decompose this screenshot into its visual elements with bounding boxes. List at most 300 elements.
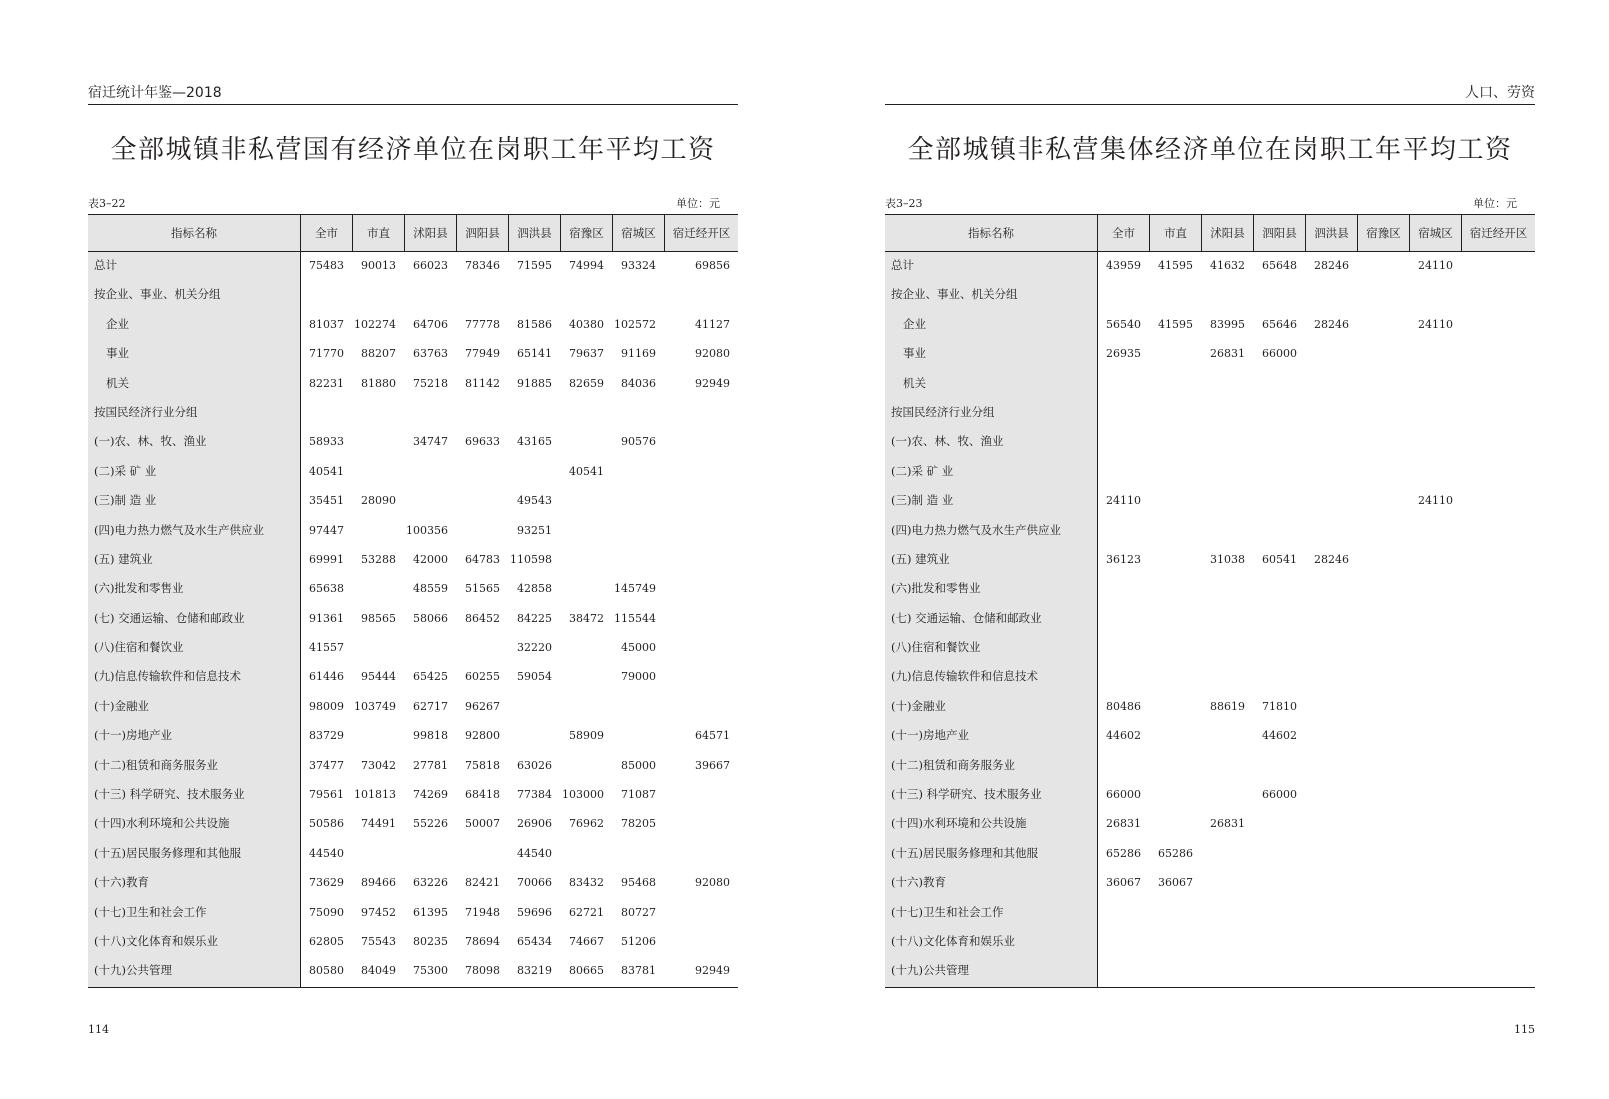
table-cell <box>1409 427 1453 456</box>
table-cell: 97452 <box>361 905 396 919</box>
table-row <box>88 310 738 339</box>
table-row <box>885 251 1535 280</box>
table-cell <box>1357 369 1401 398</box>
table-cell: 68418 <box>465 788 500 802</box>
table-cell: 89466 <box>361 876 396 890</box>
table-cell: 24110 <box>1106 494 1141 508</box>
left-page <box>88 0 738 1099</box>
table-cell: 41127 <box>695 317 730 331</box>
table-cell <box>1461 780 1527 809</box>
row-label: 机关 <box>903 375 926 390</box>
table-cell <box>1097 751 1141 780</box>
page-number: 114 <box>88 1023 109 1036</box>
table-cell <box>1461 927 1527 956</box>
table-cell: 76962 <box>569 817 604 831</box>
table-cell <box>1305 956 1349 985</box>
table-cell <box>1149 956 1193 985</box>
table-cell: 66023 <box>413 259 448 272</box>
table-cell: 71810 <box>1262 699 1297 713</box>
table-cell: 63226 <box>413 876 448 890</box>
table-cell: 41632 <box>1210 259 1245 272</box>
table-cell: 81037 <box>309 317 344 331</box>
table-cell <box>1357 574 1401 603</box>
table-cell <box>1409 633 1453 662</box>
table-cell: 83729 <box>309 729 344 743</box>
table-cell <box>404 486 448 515</box>
table-row <box>885 604 1535 633</box>
table-cell <box>1461 574 1527 603</box>
table-cell: 35451 <box>309 494 344 508</box>
table-cell: 145749 <box>614 582 656 596</box>
table-cell: 92949 <box>695 376 730 390</box>
table-cell <box>352 457 396 486</box>
table-cell <box>1461 310 1527 339</box>
table-cell <box>352 516 396 545</box>
table-cell <box>1253 427 1297 456</box>
header-sihong: 泗洪县 <box>1305 215 1357 251</box>
table-cell: 74667 <box>569 934 604 948</box>
table-cell <box>1409 780 1453 809</box>
table-cell <box>1149 574 1193 603</box>
table-cell: 83219 <box>517 964 552 978</box>
table-cell: 65434 <box>517 934 552 948</box>
table-cell: 77384 <box>517 788 552 802</box>
table-cell <box>1357 868 1401 897</box>
table-cell <box>1357 956 1401 985</box>
table-cell <box>352 839 396 868</box>
table-cell <box>560 839 604 868</box>
table-cell <box>664 427 730 456</box>
table-cell: 42858 <box>517 582 552 596</box>
table-cell: 74994 <box>569 259 604 272</box>
table-cell: 65286 <box>1106 846 1141 860</box>
table-cell <box>1201 839 1245 868</box>
header-shizhi: 市直 <box>1149 215 1201 251</box>
running-head: 人口、劳资 <box>885 84 1535 105</box>
table-row <box>88 956 738 985</box>
table-cell <box>1149 780 1193 809</box>
table-cell <box>1201 868 1245 897</box>
table-cell <box>560 574 604 603</box>
row-label: (十八)文化体育和娱乐业 <box>94 933 218 948</box>
row-label: (二)采 矿 业 <box>94 463 157 478</box>
table-cell <box>1409 898 1453 927</box>
table-cell: 71770 <box>309 347 344 361</box>
table-cell <box>352 574 396 603</box>
table-cell: 110598 <box>510 552 552 566</box>
table-cell <box>1201 398 1245 427</box>
table-cell: 70066 <box>517 876 552 890</box>
table-cell <box>664 898 730 927</box>
table-cell <box>612 692 656 721</box>
table-cell: 50586 <box>309 817 344 831</box>
table-cell: 55226 <box>413 817 448 831</box>
table-cell <box>664 839 730 868</box>
table-cell <box>508 398 552 427</box>
table-cell <box>612 457 656 486</box>
table-cell: 78205 <box>621 817 656 831</box>
row-label: 事业 <box>106 346 129 361</box>
table-row <box>885 809 1535 838</box>
table-number: 表3–22 <box>88 197 126 210</box>
table-cell: 81142 <box>465 376 500 390</box>
table-cell <box>1409 545 1453 574</box>
table-cell: 69633 <box>465 435 500 449</box>
header-shuyang: 沭阳县 <box>1201 215 1253 251</box>
table-cell: 44602 <box>1106 729 1141 743</box>
table-cell <box>1461 398 1527 427</box>
table-cell: 84049 <box>361 964 396 978</box>
table-cell: 60541 <box>1262 552 1297 566</box>
table-row <box>88 280 738 309</box>
table-row <box>885 839 1535 868</box>
table-row <box>88 927 738 956</box>
table-row <box>88 633 738 662</box>
table-cell <box>1149 633 1193 662</box>
table-cell <box>1253 839 1297 868</box>
table-cell <box>404 280 448 309</box>
header-sihong: 泗洪县 <box>508 215 560 251</box>
table-cell: 77949 <box>465 347 500 361</box>
row-label: (九)信息传输软件和信息技术 <box>94 669 241 684</box>
table-cell <box>1201 604 1245 633</box>
table-cell <box>1357 780 1401 809</box>
table-cell: 78098 <box>465 964 500 978</box>
table-row <box>885 868 1535 897</box>
table-cell: 73042 <box>361 758 396 772</box>
table-cell <box>664 516 730 545</box>
table-cell <box>1253 398 1297 427</box>
table-cell: 45000 <box>621 641 656 655</box>
table-cell <box>1357 398 1401 427</box>
row-label: (十三) 科学研究、技术服务业 <box>94 787 245 802</box>
row-label: 按企业、事业、机关分组 <box>891 287 1018 302</box>
table-cell <box>1461 751 1527 780</box>
table-cell <box>1149 751 1193 780</box>
header-suyu: 宿豫区 <box>1357 215 1409 251</box>
table-cell: 75218 <box>413 376 448 390</box>
table-cell: 69991 <box>309 552 344 566</box>
table-cell <box>1097 369 1141 398</box>
table-cell <box>1357 516 1401 545</box>
table-cell <box>1305 868 1349 897</box>
table-row <box>88 574 738 603</box>
table-cell: 41595 <box>1158 317 1193 331</box>
table-cell: 88619 <box>1210 699 1245 713</box>
table-row <box>885 898 1535 927</box>
data-table <box>88 214 738 988</box>
table-cell <box>1253 574 1297 603</box>
table-cell: 26935 <box>1106 347 1141 361</box>
row-label: 总计 <box>94 258 117 272</box>
table-cell <box>1357 457 1401 486</box>
row-label: (十五)居民服务修理和其他服 <box>94 845 241 860</box>
table-cell: 42000 <box>413 552 448 566</box>
table-cell: 75818 <box>465 758 500 772</box>
table-cell <box>1305 339 1349 368</box>
table-cell: 100356 <box>406 523 448 537</box>
table-cell <box>1409 956 1453 985</box>
table-cell: 83995 <box>1210 317 1245 331</box>
table-cell <box>1461 545 1527 574</box>
table-cell <box>612 545 656 574</box>
table-cell <box>1253 457 1297 486</box>
table-cell <box>1305 604 1349 633</box>
row-label: (十三) 科学研究、技术服务业 <box>891 787 1042 802</box>
table-cell: 71087 <box>621 788 656 802</box>
table-cell <box>1461 427 1527 456</box>
row-label: (二)采 矿 业 <box>891 463 954 478</box>
table-cell <box>1357 427 1401 456</box>
header-label: 指标名称 <box>968 225 1014 240</box>
table-cell <box>1201 721 1245 750</box>
table-cell <box>560 751 604 780</box>
table-cell <box>1409 280 1453 309</box>
table-cell <box>1253 486 1297 515</box>
table-cell: 61446 <box>309 670 344 684</box>
table-cell <box>1461 486 1527 515</box>
row-label: (十一)房地产业 <box>94 728 172 743</box>
table-cell <box>1097 516 1141 545</box>
table-cell <box>1305 457 1349 486</box>
table-cell <box>1097 398 1141 427</box>
table-cell <box>1201 662 1245 691</box>
table-cell <box>300 398 344 427</box>
table-row <box>88 339 738 368</box>
table-cell <box>1409 721 1453 750</box>
table-row <box>88 369 738 398</box>
table-row <box>885 751 1535 780</box>
table-cell <box>1305 633 1349 662</box>
table-cell <box>1409 809 1453 838</box>
table-cell <box>1149 662 1193 691</box>
table-cell: 66000 <box>1262 347 1297 361</box>
table-cell <box>1357 633 1401 662</box>
table-cell <box>1201 780 1245 809</box>
table-cell <box>1201 369 1245 398</box>
row-label: 按国民经济行业分组 <box>94 404 198 419</box>
table-cell <box>1461 721 1527 750</box>
table-cell: 86452 <box>465 611 500 625</box>
table-cell <box>1409 751 1453 780</box>
table-cell: 91169 <box>621 347 656 361</box>
table-cell: 36067 <box>1106 876 1141 890</box>
table-cell: 69856 <box>695 259 730 272</box>
table-cell: 26906 <box>517 817 552 831</box>
table-cell: 81586 <box>517 317 552 331</box>
table-cell: 38472 <box>569 611 604 625</box>
table-cell <box>612 721 656 750</box>
table-cell <box>1461 839 1527 868</box>
table-cell: 99818 <box>413 729 448 743</box>
table-cell <box>1149 427 1193 456</box>
table-row <box>88 545 738 574</box>
header-suyu: 宿豫区 <box>560 215 612 251</box>
table-cell <box>1409 457 1453 486</box>
table-cell: 92800 <box>465 729 500 743</box>
table-cell <box>1461 457 1527 486</box>
table-cell <box>560 280 604 309</box>
table-cell <box>664 280 730 309</box>
table-meta <box>88 196 738 212</box>
table-cell <box>456 633 500 662</box>
table-cell <box>1149 604 1193 633</box>
table-cell <box>1201 516 1245 545</box>
table-row <box>88 516 738 545</box>
table-body <box>885 251 1535 986</box>
table-cell <box>1201 927 1245 956</box>
table-cell <box>664 486 730 515</box>
row-label: (一)农、林、牧、渔业 <box>891 434 1004 449</box>
row-label: (五) 建筑业 <box>94 551 153 566</box>
table-row <box>885 398 1535 427</box>
table-cell <box>1149 927 1193 956</box>
table-cell <box>1409 339 1453 368</box>
table-cell <box>1253 927 1297 956</box>
table-cell: 75483 <box>309 259 344 272</box>
table-cell: 50007 <box>465 817 500 831</box>
table-cell <box>1097 280 1141 309</box>
table-cell <box>508 692 552 721</box>
table-cell: 36067 <box>1158 876 1193 890</box>
table-cell <box>352 427 396 456</box>
table-cell: 49543 <box>517 494 552 508</box>
table-cell: 90576 <box>621 435 656 449</box>
table-cell <box>352 721 396 750</box>
table-cell: 102572 <box>614 317 656 331</box>
row-label: 企业 <box>106 316 129 331</box>
table-cell <box>1461 339 1527 368</box>
table-row <box>88 662 738 691</box>
table-cell <box>404 839 448 868</box>
table-cell: 58933 <box>309 435 344 449</box>
table-row <box>88 839 738 868</box>
running-head: 宿迁统计年鉴—2018 <box>88 84 738 105</box>
table-row <box>88 898 738 927</box>
row-label: (六)批发和零售业 <box>94 581 184 596</box>
table-cell: 41595 <box>1158 259 1193 272</box>
header-shuyang: 沭阳县 <box>404 215 456 251</box>
table-cell <box>456 839 500 868</box>
table-cell <box>1097 927 1141 956</box>
table-row <box>885 310 1535 339</box>
row-label: (十八)文化体育和娱乐业 <box>891 933 1015 948</box>
table-cell: 91885 <box>517 376 552 390</box>
table-cell: 96267 <box>465 699 500 713</box>
table-cell: 79000 <box>621 670 656 684</box>
table-cell: 44602 <box>1262 729 1297 743</box>
right-page <box>885 0 1535 1099</box>
table-cell <box>612 486 656 515</box>
row-label: (十二)租赁和商务服务业 <box>891 757 1015 772</box>
table-cell <box>1461 516 1527 545</box>
table-cell <box>1201 633 1245 662</box>
table-cell <box>352 398 396 427</box>
table-cell: 85000 <box>621 758 656 772</box>
table-cell <box>1357 898 1401 927</box>
row-label: (三)制 造 业 <box>94 493 157 508</box>
table-cell <box>1461 956 1527 985</box>
row-label: (三)制 造 业 <box>891 493 954 508</box>
table-cell: 92080 <box>695 347 730 361</box>
row-label: (十二)租赁和商务服务业 <box>94 757 218 772</box>
table-cell <box>1149 280 1193 309</box>
header-siyang: 泗阳县 <box>1253 215 1305 251</box>
table-cell <box>1461 662 1527 691</box>
table-row <box>88 251 738 280</box>
table-cell <box>1357 310 1401 339</box>
table-cell: 53288 <box>361 552 396 566</box>
row-label: (十)金融业 <box>94 698 149 713</box>
row-label: (十四)水利环境和公共设施 <box>891 816 1027 831</box>
table-cell <box>1149 516 1193 545</box>
table-cell: 78346 <box>465 259 500 272</box>
table-number: 表3–23 <box>885 197 923 210</box>
table-cell <box>1357 721 1401 750</box>
table-row <box>885 574 1535 603</box>
table-cell: 84225 <box>517 611 552 625</box>
table-cell <box>1305 574 1349 603</box>
header-sucheng: 宿城区 <box>612 215 664 251</box>
table-cell <box>1305 780 1349 809</box>
table-cell <box>1305 692 1349 721</box>
table-cell <box>1357 839 1401 868</box>
table-row <box>88 457 738 486</box>
header-siyang: 泗阳县 <box>456 215 508 251</box>
table-cell: 26831 <box>1106 817 1141 831</box>
table-cell: 24110 <box>1418 317 1453 331</box>
table-cell: 75090 <box>309 905 344 919</box>
table-cell <box>1149 457 1193 486</box>
table-cell: 59696 <box>517 905 552 919</box>
table-cell <box>1305 809 1349 838</box>
table-row <box>88 751 738 780</box>
table-cell <box>1409 574 1453 603</box>
table-cell <box>1357 339 1401 368</box>
table-cell <box>456 280 500 309</box>
table-cell: 41557 <box>309 641 344 655</box>
table-cell <box>1409 868 1453 897</box>
table-cell <box>560 662 604 691</box>
table-cell <box>560 398 604 427</box>
table-cell <box>664 780 730 809</box>
table-cell: 40380 <box>569 317 604 331</box>
table-cell <box>1305 898 1349 927</box>
table-row <box>885 427 1535 456</box>
table-cell <box>664 692 730 721</box>
table-cell <box>1305 280 1349 309</box>
table-cell: 92080 <box>695 876 730 890</box>
data-table <box>885 214 1535 988</box>
table-cell <box>1305 369 1349 398</box>
table-cell <box>664 545 730 574</box>
table-cell: 24110 <box>1418 494 1453 508</box>
table-cell: 63763 <box>413 347 448 361</box>
table-cell: 95444 <box>361 670 396 684</box>
table-cell <box>1097 574 1141 603</box>
table-cell: 44540 <box>517 846 552 860</box>
table-row <box>88 486 738 515</box>
table-cell <box>1461 251 1527 280</box>
table-cell: 80235 <box>413 934 448 948</box>
table-cell <box>1201 956 1245 985</box>
table-cell <box>1357 927 1401 956</box>
row-label: (十五)居民服务修理和其他服 <box>891 845 1038 860</box>
header-quanshi: 全市 <box>1097 215 1149 251</box>
row-label: (十一)房地产业 <box>891 728 969 743</box>
table-cell: 61395 <box>413 905 448 919</box>
table-cell: 56540 <box>1106 317 1141 331</box>
